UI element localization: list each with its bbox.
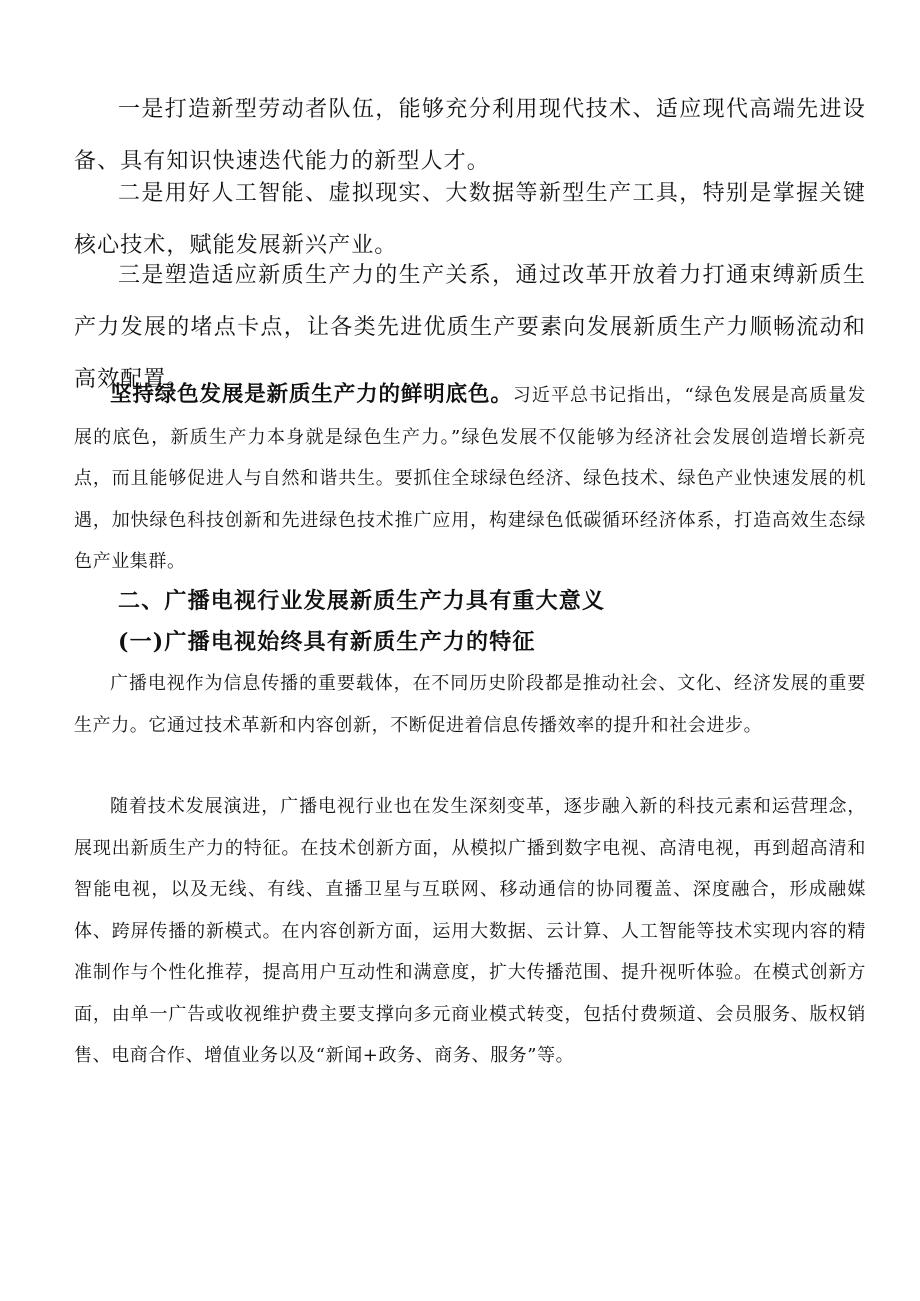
paragraph-production-relations: 三是塑造适应新质生产力的生产关系，通过改革开放着力打通束缚新质生产力发展的堵点卡点，让各类先进优质生产要素向发展新质生产力顺畅流动和高效配置。 (74, 263, 866, 392)
paragraph-green-development (74, 374, 866, 583)
paragraph-new-production-tools: 二是用好人工智能、虚拟现实、大数据等新型生产工具，特别是掌握关键核心技术，赋能发展新兴产业。 (74, 181, 866, 258)
paragraph-new-workforce: 一是打造新型劳动者队伍，能够充分利用现代技术、适应现代高端先进设备、具有知识快速迭代能力的新型人才。 (74, 97, 866, 174)
paragraph-broadcasting-transformation: 随着技术发展演进，广播电视行业也在发生深刻变革，逐步融入新的科技元素和运营理念，展现出新质生产力的特征。在技术创新方面，从模拟广播到数字电视、高清电视，再到超高清和智能电视，以及无线、有线、直播卫星与互联网、移动通信的协同覆盖、深度融合，形成融媒体、跨屏传播的新模式。在内容创新方面，运用大数据、云计算、人工智能等技术实现内容的精准制作与个性化推荐，提高用户互动性和满意度，扩大传播范围、提升视听体验。在模式创新方面，由单一广告或收视维护费主要支撑向多元商业模式转变，包括付费频道、会员服务、版权销售、电商合作、增值业务以及“新闻+政务、商务、服务”等。 (74, 796, 866, 1066)
green-development-lead-sentence: 坚持绿色发展是新质生产力的鲜明底色。 (110, 382, 513, 407)
paragraph-broadcasting-role: 广播电视作为信息传播的重要载体，在不同历史阶段都是推动社会、文化、经济发展的重要生产力。它通过技术革新和内容创新，不断促进着信息传播效率的提升和社会进步。 (74, 673, 866, 736)
subsection-heading-broadcasting-features: (一)广播电视始终具有新质生产力的特征 (118, 629, 536, 655)
green-development-body-text: 习近平总书记指出，“绿色发展是高质量发展的底色，新质生产力本身就是绿色生产力。”绿色发展不仅能够为经济社会发展创造增长新亮点，而且能够促进人与自然和谐共生。要抓住全球绿色经济、绿色技术、绿色产业快速发展的机遇，加快绿色科技创新和先进绿色技术推广应用，构建绿色低碳循环经济体系，打造高效生态绿色产业集群。 (74, 385, 866, 572)
section-heading-broadcasting-significance: 二、广播电视行业发展新质生产力具有重大意义 (118, 588, 606, 614)
